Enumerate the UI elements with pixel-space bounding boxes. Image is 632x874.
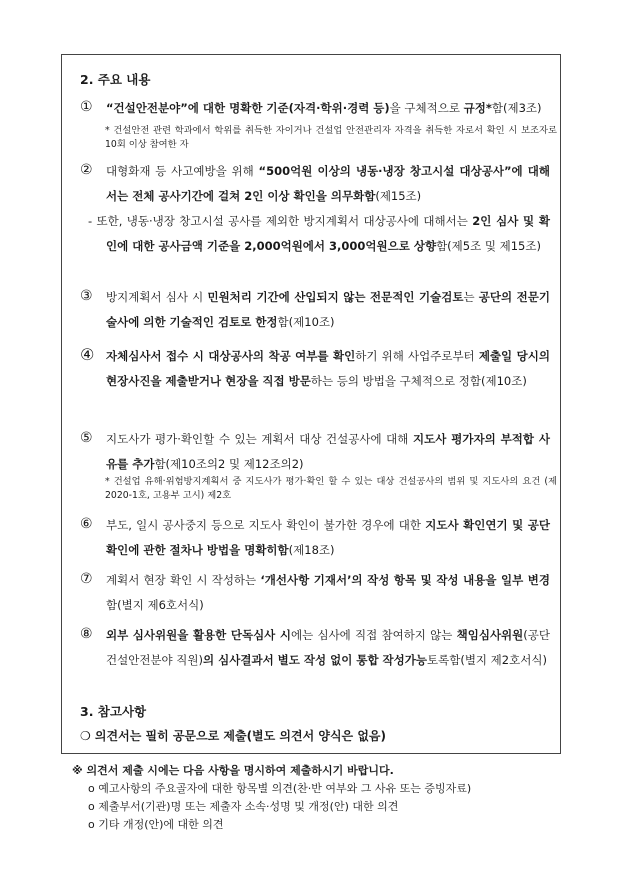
item-2-text [106, 159, 550, 208]
text-run: (제15조) [375, 188, 422, 203]
item-3-marker: ③ [80, 288, 93, 304]
text-run: 에는 심사에 직접 참여하지 않는 [291, 628, 457, 642]
text-run: ‘개선사항 기재서’의 작성 항목 및 작성 내용을 일부 변경 [260, 573, 550, 587]
item-8-marker: ⑧ [80, 626, 93, 642]
item-4-text [106, 344, 550, 393]
item-2-sub [88, 209, 550, 258]
text-run: 민원처리 기간에 산입되지 않는 전문적인 기술검토 [207, 290, 464, 304]
text-run: 책임심사위원 [456, 628, 524, 642]
text-run: (공단 건설안전분야 직원) [106, 628, 550, 667]
section-3-title: 3. 참고사항 [80, 704, 147, 719]
text-run: 토록함(별지 제2호서식) [427, 652, 547, 667]
footer-item: o 기타 개정(안)에 대한 의견 [88, 818, 224, 831]
text-run: 지도사 확인연기 및 공단 확인에 관한 절차나 방법을 명확히함 [106, 518, 550, 557]
item-6-marker: ⑥ [80, 516, 93, 532]
item-5-marker: ⑤ [80, 430, 93, 446]
text-run: 외부 심사위원을 활용한 단독심사 시 [106, 628, 291, 642]
text-run: (제18조) [288, 542, 335, 557]
text-run: 지도사가 평가·확인할 수 있는 계획서 대상 건설공사에 대해 [106, 432, 413, 446]
item-5-note: * 건설업 유해·위험방지계획서 중 지도사가 평가·확인 할 수 있는 대상 건설공사의 범위 및 지도사의 요건 (제2020-1호, 고용부 고시) 제2호 [105, 476, 557, 501]
text-run: 함(제10조) [277, 314, 335, 329]
footer-item: o 예고사항의 주요골자에 대한 항목별 의견(찬·반 여부와 그 사유 또는 증빙자료) [88, 782, 472, 795]
text-run: 함(제5조 및 제15조) [436, 238, 541, 253]
item-4-marker: ④ [80, 345, 95, 364]
section-2-title: 2. 주요 내용 [80, 72, 151, 87]
item-5-text [106, 427, 550, 476]
item-7-text [106, 568, 550, 617]
item-8-text [106, 623, 550, 672]
text-run: 공단의 전문기술사에 의한 기술적인 검토로 한정 [106, 290, 550, 329]
item-6-text [106, 513, 550, 562]
footer-lead: ※ 의견서 제출 시에는 다음 사항을 명시하여 제출하시기 바랍니다. [72, 764, 394, 777]
text-run: 제출일 당시의 현장사진을 제출받거나 현장을 직접 방문 [106, 349, 550, 388]
text-run: 을 구체적으로 [389, 101, 464, 115]
text-run: 는 [463, 290, 479, 304]
text-run: 규정* [463, 101, 492, 115]
text-run: 자체심사서 접수 시 대상공사의 착공 여부를 확인 [106, 349, 356, 363]
text-run: “건설안전분야”에 대한 명확한 기준(자격·학위·경력 등) [106, 101, 390, 115]
text-run: 방지계획서 심사 시 [106, 290, 208, 304]
text-run: 의 심사결과서 별도 작성 없이 통합 작성가능 [203, 652, 427, 667]
item-3-text [106, 285, 550, 334]
text-run: 2인 심사 및 확인에 대한 공사금액 기준을 2,000억원에서 3,000억원으로 상향 [106, 214, 550, 253]
item-1-marker: ① [80, 99, 93, 115]
item-1-text [106, 96, 550, 121]
item-1-note: * 건설안전 관련 학과에서 학위를 취득한 자이거나 건설업 안전관리자 자격을 취득한 자로서 확인 시 보조자로 10회 이상 참여한 자 [105, 125, 557, 150]
text-run: 대형화재 등 사고예방을 위해 [106, 164, 259, 178]
item-7-marker: ⑦ [80, 571, 93, 587]
text-run: 계획서 현장 확인 시 작성하는 [106, 573, 261, 587]
section-3-item: ❍ 의견서는 필히 공문으로 제출(별도 의견서 양식은 없음) [80, 729, 386, 743]
item-2-marker: ② [80, 162, 93, 178]
text-run: 함(제10조의2 및 제12조의2) [154, 456, 304, 471]
text-run: 부도, 일시 공사중지 등으로 지도사 확인이 불가한 경우에 대한 [106, 518, 426, 532]
text-run: 지도사 평가자의 부적합 사유를 추가 [106, 432, 550, 471]
text-run: 하는 등의 방법을 구체적으로 정함(제10조) [310, 373, 527, 388]
text-run: 함(제3조) [491, 101, 542, 115]
text-run: “500억원 이상의 냉동·냉장 창고시설 대상공사”에 대해서는 전체 공사기간에 걸쳐 2인 이상 확인을 의무화함 [106, 164, 550, 203]
footer-item: o 제출부서(기관)명 또는 제출자 소속·성명 및 개정(안) 대한 의견 [88, 800, 399, 813]
text-run: 하기 위해 사업주로부터 [355, 349, 479, 363]
text-run: - 또한, 냉동·냉장 창고시설 공사를 제외한 방지계획서 대상공사에 대해서는 [88, 214, 473, 228]
text-run: 함(별지 제6호서식) [106, 597, 204, 612]
